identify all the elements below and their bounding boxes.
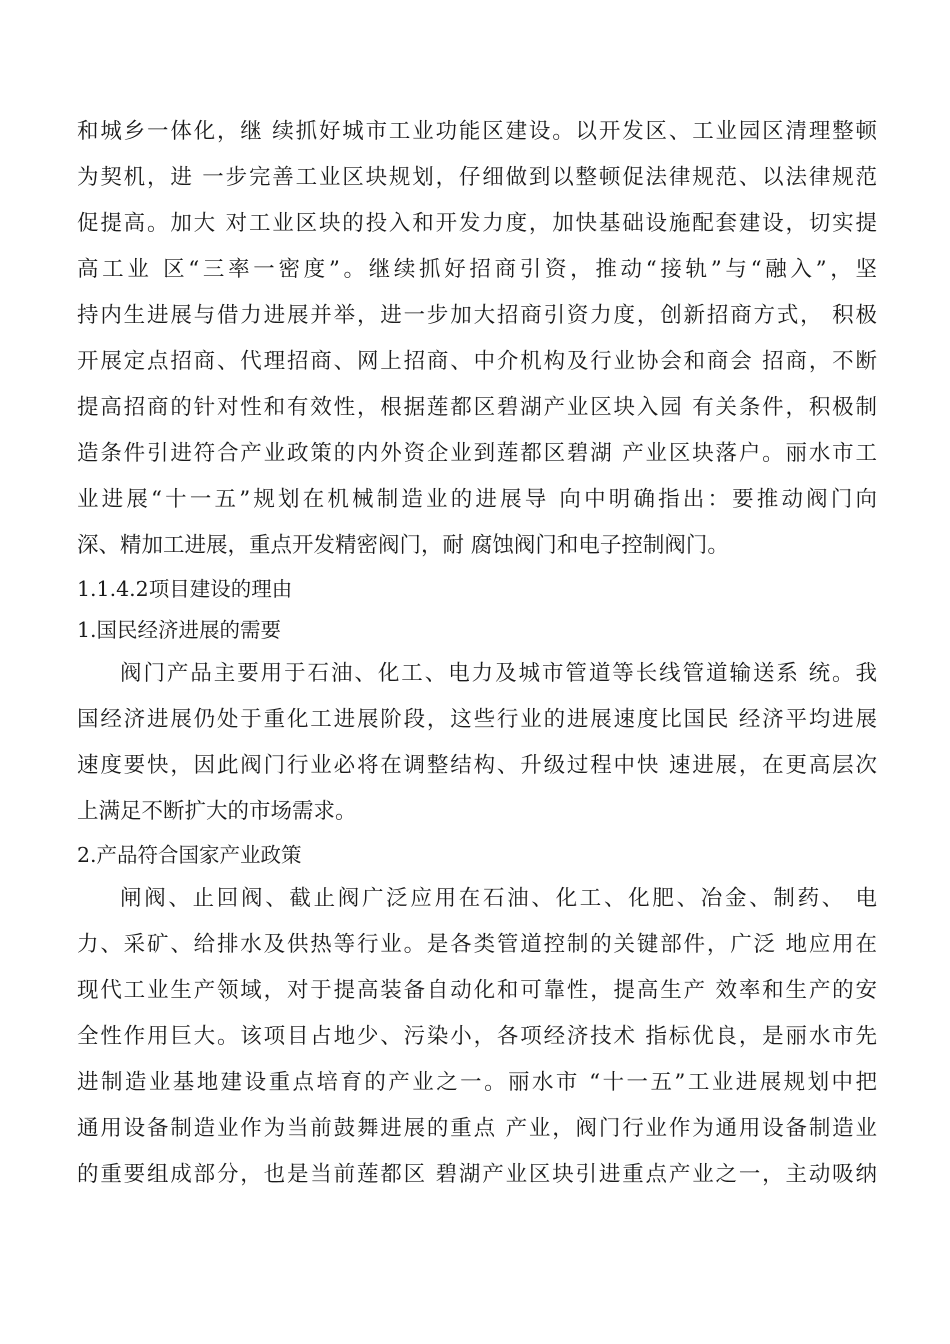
text-line: 上满足不断扩大的市场需求。 bbox=[77, 799, 357, 824]
text-line: 业进展“十一五”规划在机械制造业的进展导 向中明确指出：要推动阀门向 bbox=[77, 487, 877, 512]
text-line: 进制造业基地建设重点培育的产业之一。丽水市 “十一五”工业进展规划中把 bbox=[77, 1070, 877, 1095]
subsection-heading: 1.国民经济进展的需要 bbox=[77, 618, 282, 642]
text-line: 国经济进展仍处于重化工进展阶段，这些行业的进展速度比国民 经济平均进展 bbox=[77, 707, 877, 732]
text-line: 深、精加工进展，重点开发精密阀门，耐 腐蚀阀门和电子控制阀门。 bbox=[77, 533, 729, 558]
subsection-heading: 2.产品符合国家产业政策 bbox=[77, 843, 302, 867]
paragraph-industry-policy bbox=[77, 876, 877, 1198]
text-line: 的重要组成部分，也是当前莲都区 碧湖产业区块引进重点产业之一，主动吸纳 bbox=[77, 1162, 877, 1187]
document-body bbox=[77, 109, 877, 1198]
text-line: 造条件引进符合产业政策的内外资企业到莲都区碧湖 产业区块落户。丽水市工 bbox=[77, 441, 877, 466]
paragraph-national-economy bbox=[77, 651, 877, 835]
text-line: 通用设备制造业作为当前鼓舞进展的重点 产业，阀门行业作为通用设备制造业 bbox=[77, 1116, 877, 1141]
text-line: 持内生进展与借力进展并举，进一步加大招商引资力度，创新招商方式， 积极 bbox=[77, 303, 877, 328]
text-line: 高工业 区“三率一密度”。继续抓好招商引资，推动“接轨”与“融入”，坚 bbox=[77, 257, 877, 282]
text-line: 提高招商的针对性和有效性，根据莲都区碧湖产业区块入园 有关条件，积极制 bbox=[77, 395, 877, 420]
text-line: 为契机，进 一步完善工业区块规划，仔细做到以整顿促法律规范、以法律规范 bbox=[77, 165, 877, 190]
text-line: 和城乡一体化，继 续抓好城市工业功能区建设。以开发区、工业园区清理整顿 bbox=[77, 119, 877, 144]
text-line: 闸阀、止回阀、截止阀广泛应用在石油、化工、化肥、冶金、制药、 电 bbox=[120, 886, 877, 911]
paragraph-industrial-zones bbox=[77, 109, 877, 569]
text-line: 促提高。加大 对工业区块的投入和开发力度，加快基础设施配套建设，切实提 bbox=[77, 211, 877, 236]
text-line: 速度要快，因此阀门行业必将在调整结构、升级过程中快 速进展，在更高层次 bbox=[77, 753, 877, 778]
text-line: 开展定点招商、代理招商、网上招商、中介机构及行业协会和商会 招商，不断 bbox=[77, 349, 877, 374]
text-line: 现代工业生产领域，对于提高装备自动化和可靠性，提高生产 效率和生产的安 bbox=[77, 978, 877, 1003]
section-heading: 1.1.4.2项目建设的理由 bbox=[77, 577, 293, 601]
text-line: 力、采矿、给排水及供热等行业。是各类管道控制的关键部件，广泛 地应用在 bbox=[77, 932, 877, 957]
text-line: 阀门产品主要用于石油、化工、电力及城市管道等长线管道输送系 统。我 bbox=[120, 661, 877, 686]
text-line: 全性作用巨大。该项目占地少、污染小，各项经济技术 指标优良，是丽水市先 bbox=[77, 1024, 877, 1049]
